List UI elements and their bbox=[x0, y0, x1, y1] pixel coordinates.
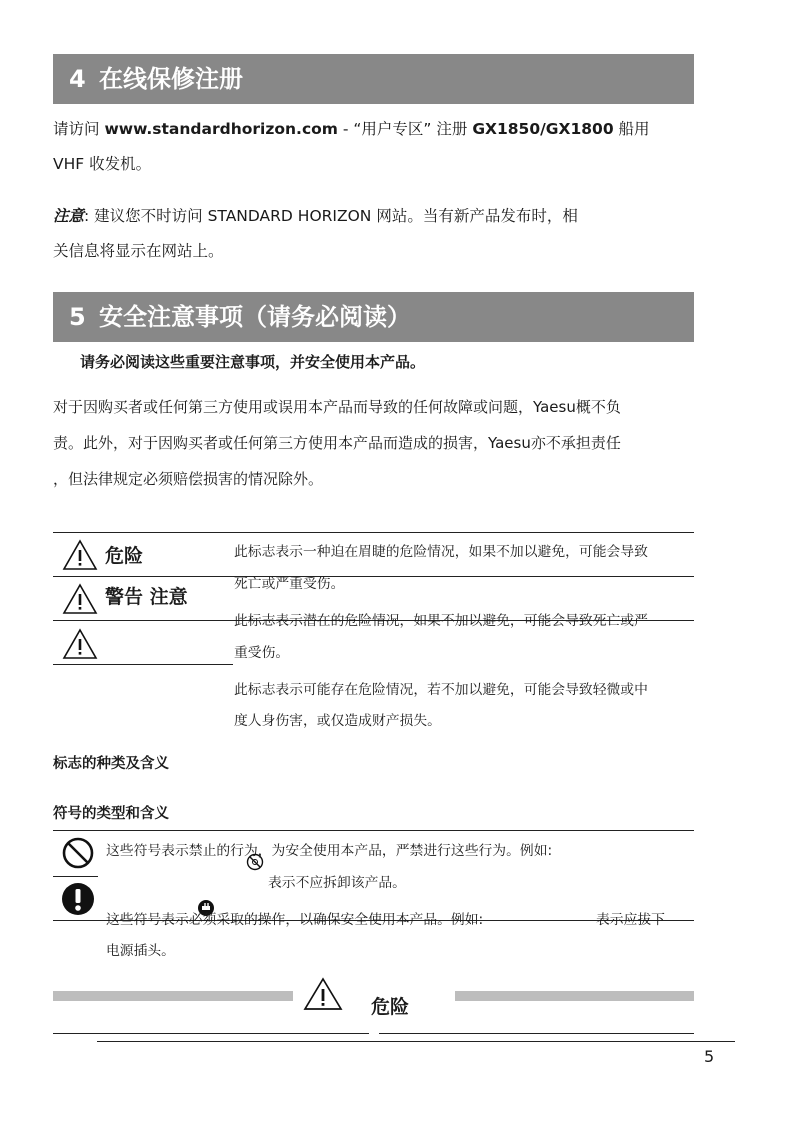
table-rule bbox=[53, 532, 694, 533]
model-name: GX1850/GX1800 bbox=[472, 120, 614, 138]
mandatory-description: 这些符号表示必须采取的操作，以确保安全使用本产品。例如: bbox=[106, 912, 484, 928]
mandatory-action-icon bbox=[61, 882, 95, 916]
danger-heading: 危险 bbox=[371, 996, 410, 1018]
note-paragraph: 注意: 建议您不时访问 STANDARD HORIZON 网站。当有新产品发布时，相 关信息将显示在网站上。 bbox=[53, 207, 578, 260]
section-title: 在线保修注册 bbox=[99, 65, 243, 93]
warning-caution-label: 警告 注意 bbox=[105, 586, 188, 608]
danger-divider-left bbox=[53, 991, 293, 1001]
no-disassembly-icon bbox=[246, 853, 264, 871]
disclaimer-paragraph: 对于因购买者或任何第三方使用或误用本产品而导致的任何故障或问题，Yaesu概不负 责。此外，对于因购买者或任何第三方使用本产品而造成的损害，Yaesu亦不承担责任 ，但法律规定必须赔偿损害的情况除外。 bbox=[53, 398, 621, 488]
table-rule bbox=[53, 876, 98, 877]
section-number: 4 bbox=[69, 65, 86, 93]
table-rule bbox=[53, 830, 694, 831]
page-number: 5 bbox=[704, 1047, 715, 1066]
section-number: 5 bbox=[69, 303, 86, 331]
warning-description-1: 此标志表示潜在的危险情况，如果不加以避免，可能会导致死亡或严 bbox=[234, 613, 648, 629]
mandatory-example: 表示应拔下 bbox=[596, 912, 665, 928]
caution-description-1: 此标志表示可能存在危险情况，若不加以避免，可能会导致轻微或中 bbox=[234, 682, 648, 698]
symbols-meaning-heading: 符号的类型和含义 bbox=[53, 806, 169, 822]
footer-rule bbox=[379, 1033, 694, 1034]
warning-triangle-icon bbox=[303, 977, 343, 1011]
registration-paragraph: 请访问 www.standardhorizon.com - “用户专区” 注册 GX1850/GX1800 船用 VHF 收发机。 bbox=[53, 120, 650, 173]
warning-triangle-icon bbox=[62, 583, 98, 615]
danger-description-1: 此标志表示一种迫在眉睫的危险情况，如果不加以避免，可能会导致 bbox=[234, 544, 648, 560]
mandatory-line-2: 电源插头。 bbox=[106, 943, 175, 959]
caution-description-2: 度人身伤害，或仅造成财产损失。 bbox=[234, 713, 441, 729]
danger-divider-right bbox=[455, 991, 694, 1001]
note-label: 注意 bbox=[53, 207, 85, 225]
warning-triangle-icon bbox=[62, 628, 98, 660]
section-5-header bbox=[53, 292, 694, 342]
prohibition-example: 表示不应拆卸该产品。 bbox=[268, 875, 406, 891]
section-4-header bbox=[53, 54, 694, 104]
prohibition-description: 这些符号表示禁止的行为，为安全使用本产品，严禁进行这些行为。例如: bbox=[106, 843, 553, 859]
warning-triangle-icon bbox=[62, 539, 98, 571]
footer-rule bbox=[53, 1033, 369, 1034]
table-rule bbox=[53, 664, 233, 665]
prohibition-icon bbox=[61, 836, 95, 870]
table-rule bbox=[53, 576, 694, 577]
website-link[interactable]: www.standardhorizon.com bbox=[104, 120, 338, 138]
danger-description-2: 死亡或严重受伤。 bbox=[234, 576, 345, 592]
warning-description-2: 重受伤。 bbox=[234, 645, 290, 661]
safety-intro: 请务必阅读这些重要注意事项，并安全使用本产品。 bbox=[80, 353, 426, 371]
signs-meaning-heading: 标志的种类及含义 bbox=[53, 756, 169, 772]
page-footer-rule bbox=[97, 1041, 735, 1042]
danger-label: 危险 bbox=[105, 545, 144, 567]
section-title: 安全注意事项（请务必阅读） bbox=[99, 303, 411, 331]
